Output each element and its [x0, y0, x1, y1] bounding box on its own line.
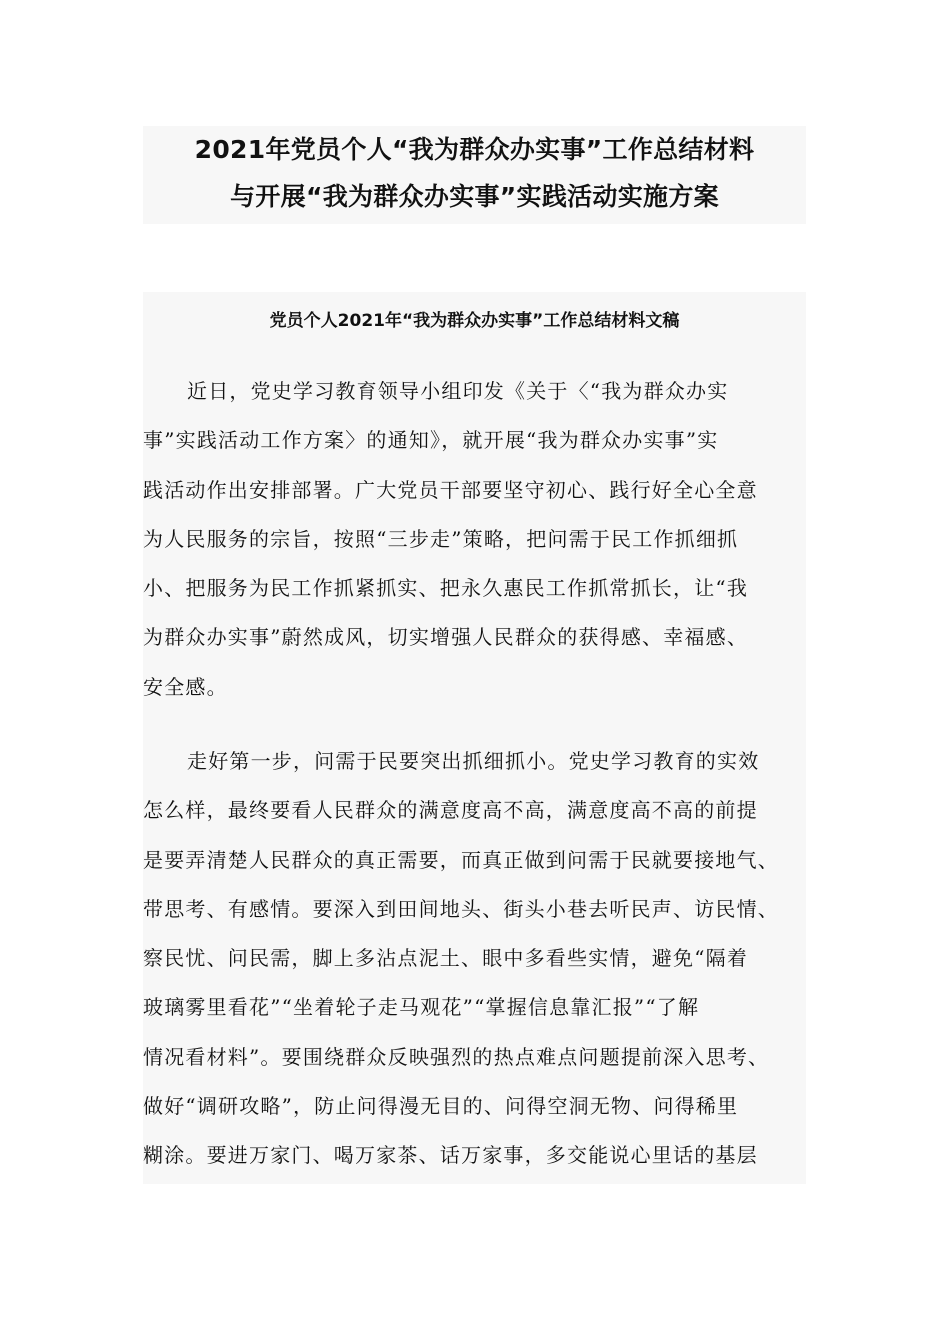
- paragraph-line: 情况看材料”。要围绕群众反映强烈的热点难点问题提前深入思考、: [143, 1044, 770, 1069]
- paragraph-line: 带思考、有感情。要深入到田间地头、街头小巷去听民声、访民情、: [143, 896, 779, 921]
- title-line-1: 2021年党员个人“我为群众办实事”工作总结材料: [194, 135, 755, 164]
- paragraph-line: 事”实践活动工作方案〉的通知》，就开展“我为群众办实事”实: [143, 428, 719, 453]
- paragraph-line: 为群众办实事”蔚然成风，切实增强人民群众的获得感、幸福感、: [143, 625, 749, 650]
- paragraph-line: 怎么样，最终要看人民群众的满意度高不高，满意度高不高的前提: [143, 798, 758, 823]
- paragraph-line: 是要弄清楚人民群众的真正需要，而真正做到问需于民就要接地气、: [143, 847, 779, 872]
- paragraph-line: 糊涂。要进万家门、喝万家茶、话万家事，多交能说心里话的基层: [143, 1143, 758, 1168]
- document-body: [143, 292, 806, 1184]
- paragraph-2: [143, 737, 806, 1181]
- paragraph-line: 近日，党史学习教育领导小组印发《关于〈“我为群众办实: [187, 379, 729, 403]
- paragraph-line: 玻璃雾里看花”“坐着轮子走马观花”“掌握信息靠汇报”“了解: [143, 995, 700, 1020]
- paragraph-line: 小、把服务为民工作抓紧抓实、把永久惠民工作抓常抓长，让“我: [143, 576, 749, 601]
- paragraph-line: 走好第一步，问需于民要突出抓细抓小。党史学习教育的实效: [187, 749, 760, 773]
- paragraph-line: 践活动作出安排部署。广大党员干部要坚守初心、践行好全心全意: [143, 477, 758, 502]
- paragraph-line: 为人民服务的宗旨，按照“三步走”策略，把问需于民工作抓细抓: [143, 526, 739, 551]
- title-line-2: 与开展“我为群众办实事”实践活动实施方案: [230, 182, 719, 211]
- paragraph-line: 做好“调研攻略”，防止问得漫无目的、问得空洞无物、问得稀里: [143, 1094, 739, 1119]
- paragraph-line: 安全感。: [143, 674, 228, 699]
- document-title: [143, 126, 806, 224]
- paragraph-line: 察民忧、问民需，脚上多沾点泥土、眼中多看些实情，避免“隔着: [143, 946, 749, 971]
- paragraph-1: [143, 367, 806, 712]
- section-subtitle: 党员个人2021年“我为群众办实事”工作总结材料文稿: [269, 311, 680, 331]
